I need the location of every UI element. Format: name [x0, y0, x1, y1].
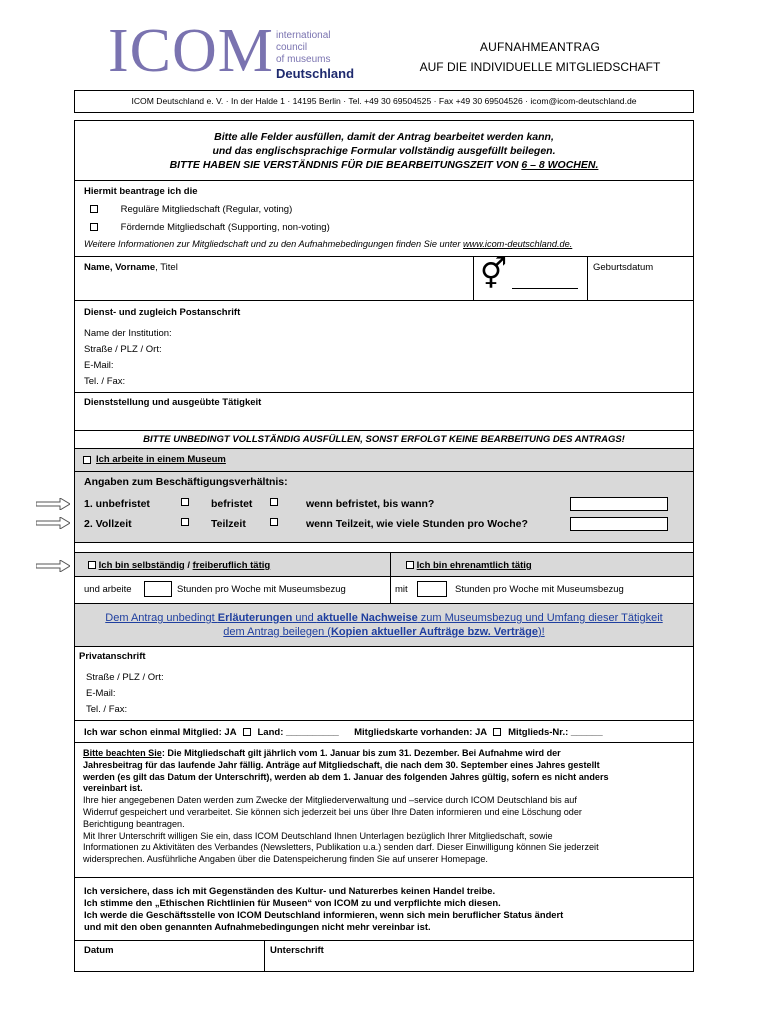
museum-work-checkbox-row[interactable]: Ich arbeite in einem Museum: [75, 449, 693, 471]
fulltime-checkbox[interactable]: [181, 518, 189, 526]
selfemployed-hours-input[interactable]: [144, 581, 172, 597]
intro: [74, 130, 694, 172]
signature-field[interactable]: Unterschrift: [270, 945, 324, 956]
parttime-hours-input[interactable]: [570, 517, 668, 531]
regular-checkbox[interactable]: [90, 205, 98, 213]
date-field[interactable]: Datum: [84, 945, 114, 956]
selfemployed-hours-text: Stunden pro Woche mit Museumsbezug: [177, 584, 346, 595]
arrow-icon: [36, 560, 70, 572]
private-street-field[interactable]: Straße / PLZ / Ort:: [86, 672, 164, 683]
fixed-term-until-input[interactable]: [570, 497, 668, 511]
fixed-term-checkbox[interactable]: [270, 498, 278, 506]
page-title: [400, 40, 680, 74]
with-prefix: mit: [395, 584, 408, 595]
work-address-fields: [84, 326, 172, 390]
gender-icon: ⚥: [480, 258, 508, 291]
permanent-label: 1. unbefristet: [84, 498, 150, 510]
birthdate-label: Geburtsdatum: [593, 262, 654, 273]
title-line-2: AUF DIE INDIVIDUELLE MITGLIEDSCHAFT: [419, 60, 661, 74]
honorary-hours-text: Stunden pro Woche mit Museumsbezug: [455, 584, 624, 595]
private-phone-field[interactable]: Tel. / Fax:: [86, 704, 128, 715]
logo: [108, 17, 378, 85]
selfemployed-option[interactable]: Ich bin selbständig / freiberuflich tätig: [88, 560, 270, 571]
logo-line-country: Deutschland: [276, 66, 355, 81]
supporting-checkbox[interactable]: [90, 223, 98, 231]
declaration-text: Ich versichere, dass ich mit Gegenständen des Kultur- und Naturerbes keinen Handel treibe. Ich stimme den „Ethischen Richtlinien für Museen“ von ICOM zu und verpflichte mich diesen. Ich werde die Geschäftsstelle von ICOM Deutschland informieren, wenn sich mein beruflicher Status ändert und mit den oben genannten Aufnahmebedingungen nicht mehr vereinbar ist.: [84, 885, 564, 932]
street-field[interactable]: Straße / PLZ / Ort:: [84, 344, 162, 355]
honorary-checkbox[interactable]: [406, 561, 414, 569]
membership-info: Weitere Informationen zur Mitgliedschaft und zu den Aufnahmebedingungen finden Sie unter www.icom-deutschland.de.: [84, 239, 573, 249]
works-prefix: und arbeite: [84, 584, 132, 595]
phone-field[interactable]: Tel. / Fax:: [84, 376, 126, 387]
employment-heading: Angaben zum Beschäftigungsverhältnis:: [84, 476, 288, 488]
arrow-icon: [36, 517, 70, 529]
name-label: Name, Vorname, Titel: [84, 262, 178, 273]
work-address-heading: Dienst- und zugleich Postanschrift: [84, 307, 241, 318]
honorary-option[interactable]: Ich bin ehrenamtlich tätig: [406, 560, 532, 571]
intro-line: Bitte alle Felder ausfüllen, damit der Antrag bearbeitet werden kann,: [214, 131, 554, 143]
address-bar: [74, 90, 694, 113]
terms-text: Bitte beachten Sie: Die Mitgliedschaft gilt jährlich vom 1. Januar bis zum 31. Dezember. Bei Aufnahme wird der Jahresbeitrag für das laufende Jahr fällig. Anträge auf Mitgliedschaft, die nach dem 30. September eines Jahres gestellt werden (es gilt das Datum der Unterschrift), werden ab dem 1. Januar des folgenden Jahres gültig, sofern es nicht anders vereinbart ist. Ihre hier angegebenen Daten werden zum Zwecke der Mitgliederverwaltung und –service durch ICOM Deutschland bis auf Widerruf gespeichert und verarbeitet. Sie können sich jederzeit bei uns über Ihre Daten informieren und eine Löschung oder Berichtigung beantragen. Mit Ihrer Unterschrift willigen Sie ein, dass ICOM Deutschland Ihnen Unterlagen bezüglich Ihrer Mitgliedschaft, sowie Informationen zu Aktivitäten des Verbandes (Newsletters, Publikation u.a.) senden darf. Dieser Einwilligung können Sie jederzeit widersprechen. Ausführliche Angaben über die Datenspeicherung finden Sie auf unserer Homepage.: [83, 748, 609, 865]
private-heading: Privatanschrift: [79, 651, 146, 662]
logo-line: of museums: [276, 54, 331, 65]
org-address: ICOM Deutschland e. V. · In der Halde 1 · 14195 Berlin · Tel. +49 30 69504525 · Fax +49 30 69504526 · icom@icom-deutschland.de: [131, 96, 637, 106]
title-line-1: AUFNAHMEANTRAG: [479, 40, 601, 54]
logo-wordmark: ICOM: [108, 17, 274, 85]
arrow-icon: [36, 498, 70, 510]
parttime-label: Teilzeit: [211, 518, 246, 530]
private-fields: [86, 670, 164, 718]
card-checkbox[interactable]: [493, 728, 501, 736]
parttime-question: wenn Teilzeit, wie viele Stunden pro Woche?: [306, 518, 528, 530]
museum-work-checkbox[interactable]: [83, 456, 91, 464]
previous-membership-row: Ich war schon einmal Mitglied: JA Land: __________ Mitgliedskarte vorhanden: JA Mitglieds-Nr.: ______: [84, 727, 603, 738]
fixed-term-label: befristet: [211, 498, 253, 510]
fulltime-label: 2. Vollzeit: [84, 518, 132, 530]
permanent-checkbox[interactable]: [181, 498, 189, 506]
honorary-hours-input[interactable]: [417, 581, 447, 597]
evidence-notice: Dem Antrag unbedingt Erläuterungen und aktuelle Nachweise zum Museumsbezug und Umfang dieser Tätigkeit dem Antrag beilegen (Kopien aktueller Aufträge bzw. Verträge)!: [75, 604, 693, 646]
option-regular[interactable]: Reguläre Mitgliedschaft (Regular, voting): [90, 204, 292, 215]
institution-field[interactable]: Name der Institution:: [84, 328, 172, 339]
email-field[interactable]: E-Mail:: [84, 360, 114, 371]
website-link[interactable]: www.icom-deutschland.de.: [462, 239, 573, 249]
intro-line: und das englischsprachige Formular vollständig ausgefüllt beilegen.: [212, 145, 556, 157]
intro-line-3: BITTE HABEN SIE VERSTÄNDNIS FÜR DIE BEARBEITUNGSZEIT VON 6 – 8 WOCHEN.: [169, 159, 599, 171]
membership-heading: Hiermit beantrage ich die: [84, 186, 198, 197]
gender-field[interactable]: [512, 288, 578, 289]
selfemployed-checkbox[interactable]: [88, 561, 96, 569]
fixed-term-question: wenn befristet, bis wann?: [306, 498, 435, 510]
logo-line: international: [276, 30, 331, 41]
private-email-field[interactable]: E-Mail:: [86, 688, 116, 699]
parttime-checkbox[interactable]: [270, 518, 278, 526]
previous-member-checkbox[interactable]: [243, 728, 251, 736]
option-supporting[interactable]: Fördernde Mitgliedschaft (Supporting, non-voting): [90, 222, 330, 233]
logo-line: council: [276, 42, 308, 53]
position-heading[interactable]: Dienststellung und ausgeübte Tätigkeit: [84, 397, 262, 408]
warning-text: BITTE UNBEDINGT VOLLSTÄNDIG AUSFÜLLEN, SONST ERFOLGT KEINE BEARBEITUNG DES ANTRAGS!: [143, 434, 625, 445]
